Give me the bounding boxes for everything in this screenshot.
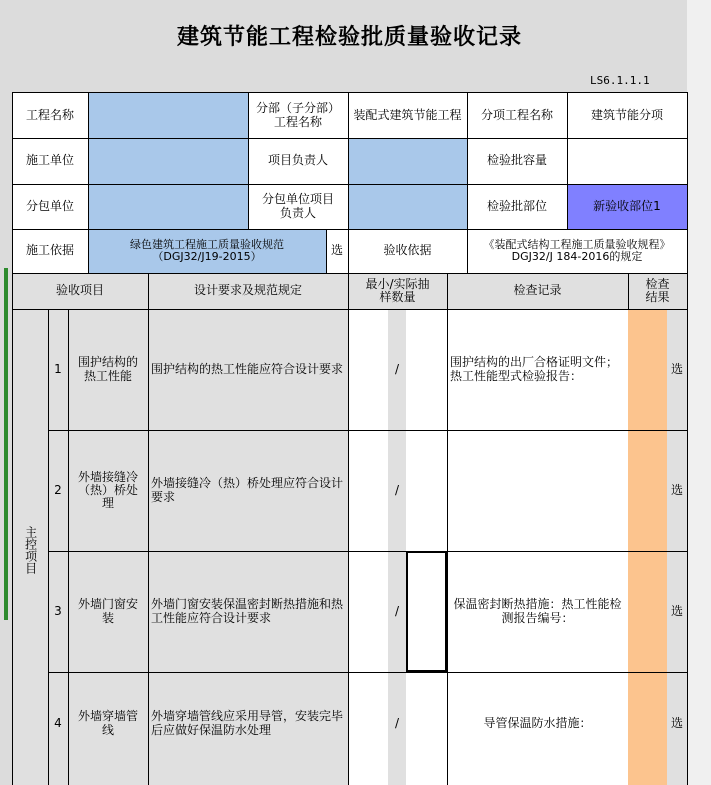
sheet-right-margin (687, 0, 711, 785)
project-name-field[interactable] (88, 93, 248, 138)
project-leader-label: 项目负责人 (248, 138, 348, 184)
batch-capacity-label: 检验批容量 (467, 138, 567, 184)
row-spec: 外墙穿墙管线应采用导管，安装完毕后应做好保温防水处理 (148, 672, 348, 785)
group-label: 主控项目 (23, 526, 38, 574)
project-name-label: 工程名称 (12, 93, 88, 138)
row-result[interactable] (628, 551, 667, 672)
col-header-design: 设计要求及规范规定 (148, 273, 348, 309)
row-sample-min[interactable] (348, 430, 388, 551)
sub-project-label: 分部（子分部）工程名称 (248, 93, 348, 138)
basis-value[interactable]: 绿色建筑工程施工质量验收规范（DGJ32/J19-2015） (88, 229, 326, 273)
form-code: LS6.1.1.1 (590, 74, 650, 87)
acceptance-basis-value[interactable]: 《装配式结构工程施工质量验收规程》DGJ32/J 184-2016的规定 (467, 229, 687, 273)
subcontract-unit-field[interactable] (88, 184, 248, 229)
row-item-name: 外墙门窗安装 (68, 551, 148, 672)
batch-capacity-field[interactable] (567, 138, 687, 184)
subcontract-unit-label: 分包单位 (12, 184, 88, 229)
row-select-button[interactable]: 选 (667, 430, 687, 551)
basis-select-button[interactable]: 选 (326, 229, 348, 273)
row-select-button[interactable]: 选 (667, 672, 687, 785)
item-project-value[interactable]: 建筑节能分项 (567, 93, 687, 138)
row-sample-slash: / (388, 551, 406, 672)
row-selection-marker (4, 268, 8, 620)
row-item-name: 外墙接缝冷（热）桥处理 (68, 430, 148, 551)
row-number: 4 (48, 672, 68, 785)
row-result[interactable] (628, 672, 667, 785)
row-sample-slash: / (388, 430, 406, 551)
row-record[interactable]: 导管保温防水措施： (447, 672, 628, 785)
item-project-label: 分项工程名称 (467, 93, 567, 138)
row-item-name: 围护结构的热工性能 (68, 309, 148, 430)
row-number: 1 (48, 309, 68, 430)
row-record[interactable]: 保温密封断热措施：热工性能检测报告编号： (447, 551, 628, 672)
row-result[interactable] (628, 309, 667, 430)
col-header-item: 验收项目 (12, 273, 148, 309)
row-sample-actual[interactable] (406, 309, 447, 430)
row-sample-slash: / (388, 309, 406, 430)
batch-location-label: 检验批部位 (467, 184, 567, 229)
basis-label: 施工依据 (12, 229, 88, 273)
row-spec: 围护结构的热工性能应符合设计要求 (148, 309, 348, 430)
construction-unit-field[interactable] (88, 138, 248, 184)
row-select-button[interactable]: 选 (667, 309, 687, 430)
row-result[interactable] (628, 430, 667, 551)
row-record[interactable] (447, 430, 628, 551)
row-sample-actual[interactable] (406, 430, 447, 551)
row-item-name: 外墙穿墙管线 (68, 672, 148, 785)
row-select-button[interactable]: 选 (667, 551, 687, 672)
construction-unit-label: 施工单位 (12, 138, 88, 184)
subcontract-leader-label: 分包单位项目负责人 (248, 184, 348, 229)
row-sample-actual-selected[interactable] (406, 551, 447, 672)
batch-location-value[interactable]: 新验收部位1 (567, 184, 687, 229)
col-header-record: 检查记录 (447, 273, 628, 309)
row-sample-min[interactable] (348, 672, 388, 785)
sub-project-value[interactable]: 装配式建筑节能工程 (348, 93, 467, 138)
col-header-sample: 最小/实际抽样数量 (348, 273, 447, 309)
row-record[interactable]: 围护结构的出厂合格证明文件； 热工性能型式检验报告： (447, 309, 628, 430)
row-spec: 外墙接缝冷（热）桥处理应符合设计要求 (148, 430, 348, 551)
row-spec: 外墙门窗安装保温密封断热措施和热工性能应符合设计要求 (148, 551, 348, 672)
col-header-result: 检查结果 (628, 273, 687, 309)
row-sample-actual[interactable] (406, 672, 447, 785)
row-number: 2 (48, 430, 68, 551)
row-sample-min[interactable] (348, 551, 388, 672)
row-number: 3 (48, 551, 68, 672)
row-sample-min[interactable] (348, 309, 388, 430)
row-sample-slash: / (388, 672, 406, 785)
acceptance-basis-label: 验收依据 (348, 229, 467, 273)
project-leader-field[interactable] (348, 138, 467, 184)
subcontract-leader-field[interactable] (348, 184, 467, 229)
page-title: 建筑节能工程检验批质量验收记录 (176, 24, 522, 50)
